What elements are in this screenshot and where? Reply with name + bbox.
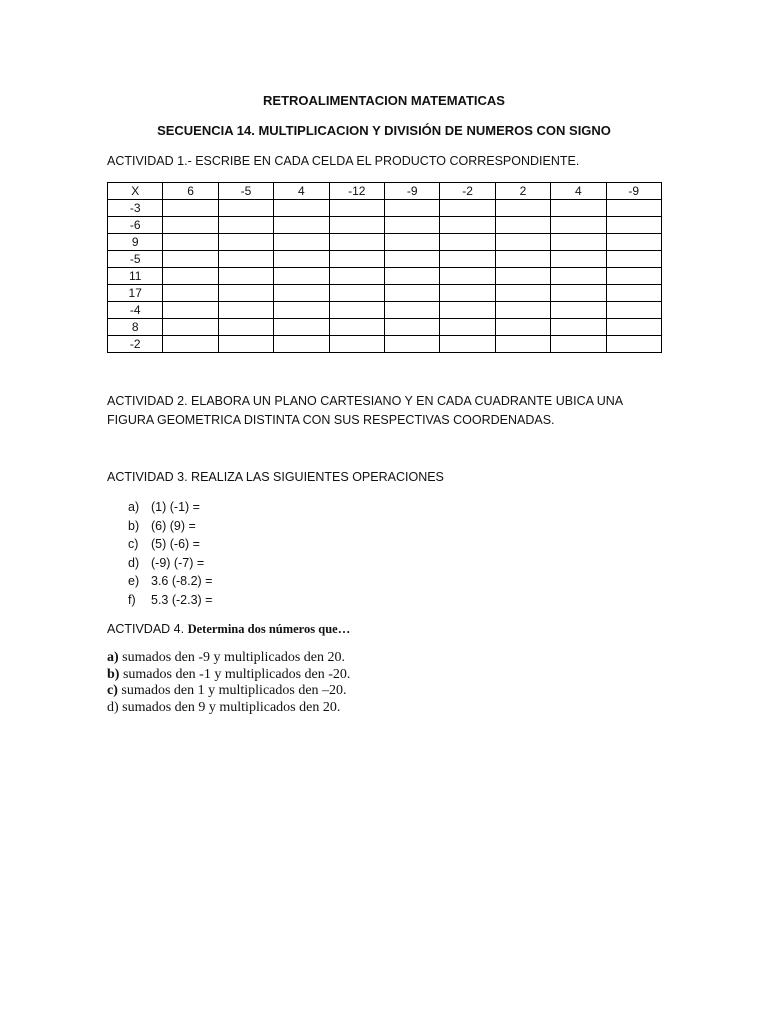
answer-cell[interactable] [385, 285, 440, 302]
operation-expression: (1) (-1) = [151, 500, 200, 514]
row-header-cell: 17 [108, 285, 163, 302]
answer-cell[interactable] [274, 302, 329, 319]
column-header-cell: -12 [329, 183, 384, 200]
answer-cell[interactable] [495, 200, 550, 217]
activity3-instruction: ACTIVIDAD 3. REALIZA LAS SIGUIENTES OPERACIONES [107, 470, 444, 484]
answer-cell[interactable] [495, 302, 550, 319]
answer-cell[interactable] [329, 302, 384, 319]
table-header-row [108, 183, 662, 200]
answer-cell[interactable] [440, 319, 495, 336]
answer-cell[interactable] [495, 217, 550, 234]
table-row [108, 302, 662, 319]
operation-letter: d) [128, 555, 140, 570]
answer-cell[interactable] [551, 319, 606, 336]
activity4-item [107, 650, 350, 667]
operation-letter: e) [128, 574, 140, 589]
operations-list [128, 498, 213, 610]
column-header-cell: 6 [163, 183, 218, 200]
answer-cell[interactable] [218, 268, 273, 285]
row-header-cell: 9 [108, 234, 163, 251]
table-row [108, 200, 662, 217]
answer-cell[interactable] [329, 200, 384, 217]
operation-letter: c) [128, 537, 139, 552]
operation-letter: b) [128, 518, 140, 533]
answer-cell[interactable] [218, 336, 273, 353]
answer-cell[interactable] [440, 268, 495, 285]
operation-item [128, 535, 213, 554]
answer-cell[interactable] [329, 268, 384, 285]
page-subtitle: SECUENCIA 14. MULTIPLICACION Y DIVISIÓN DE NUMEROS CON SIGNO [157, 123, 611, 138]
answer-cell[interactable] [218, 302, 273, 319]
row-header-cell: 8 [108, 319, 163, 336]
answer-cell[interactable] [163, 217, 218, 234]
activity4-items [107, 650, 350, 716]
table-row [108, 336, 662, 353]
row-header-cell: -4 [108, 302, 163, 319]
answer-cell[interactable] [163, 336, 218, 353]
answer-cell[interactable] [606, 251, 661, 268]
activity4-item-letter: c) [107, 683, 118, 698]
table-row [108, 251, 662, 268]
activity4-heading [107, 622, 350, 637]
answer-cell[interactable] [218, 217, 273, 234]
answer-cell[interactable] [274, 217, 329, 234]
activity2-text: ACTIVIDAD 2. ELABORA UN PLANO CARTESIANO Y EN CADA CUADRANTE UBICA UNA FIGURA GEOMETRICA DISTINTA CON SUS RESPECTIVAS COORDENADAS. [107, 394, 623, 427]
activity4-item [107, 667, 350, 684]
operation-item [128, 498, 213, 517]
answer-cell[interactable] [495, 268, 550, 285]
answer-cell[interactable] [606, 234, 661, 251]
answer-cell[interactable] [329, 285, 384, 302]
row-header-cell: -5 [108, 251, 163, 268]
answer-cell[interactable] [329, 319, 384, 336]
answer-cell[interactable] [329, 251, 384, 268]
column-header-cell: -9 [606, 183, 661, 200]
answer-cell[interactable] [495, 285, 550, 302]
activity4-item-letter: d) [107, 699, 119, 715]
row-header-cell: -2 [108, 336, 163, 353]
answer-cell[interactable] [163, 234, 218, 251]
answer-cell[interactable] [495, 336, 550, 353]
answer-cell[interactable] [551, 268, 606, 285]
answer-cell[interactable] [218, 234, 273, 251]
answer-cell[interactable] [606, 336, 661, 353]
operation-expression: (-9) (-7) = [151, 555, 205, 570]
answer-cell[interactable] [551, 302, 606, 319]
answer-cell[interactable] [551, 217, 606, 234]
answer-cell[interactable] [440, 200, 495, 217]
answer-cell[interactable] [218, 251, 273, 268]
answer-cell[interactable] [495, 319, 550, 336]
answer-cell[interactable] [440, 217, 495, 234]
row-header-cell: -3 [108, 200, 163, 217]
answer-cell[interactable] [551, 251, 606, 268]
column-header-cell: -2 [440, 183, 495, 200]
answer-cell[interactable] [163, 200, 218, 217]
answer-cell[interactable] [440, 234, 495, 251]
answer-cell[interactable] [385, 200, 440, 217]
answer-cell[interactable] [551, 234, 606, 251]
answer-cell[interactable] [329, 234, 384, 251]
column-header-cell: -5 [218, 183, 273, 200]
operation-expression: 5.3 (-2.3) = [151, 592, 213, 607]
operation-expression: (6) (9) = [151, 518, 196, 533]
operation-item [128, 591, 213, 610]
table-row [108, 234, 662, 251]
operation-item [128, 554, 213, 573]
operation-item [128, 572, 213, 591]
answer-cell[interactable] [606, 302, 661, 319]
table-corner-cell: X [108, 183, 163, 200]
answer-cell[interactable] [274, 268, 329, 285]
answer-cell[interactable] [440, 251, 495, 268]
answer-cell[interactable] [495, 234, 550, 251]
activity4-item-letter: b) [107, 666, 120, 682]
table-row [108, 285, 662, 302]
answer-cell[interactable] [440, 336, 495, 353]
activity4-item [107, 700, 350, 717]
answer-cell[interactable] [385, 302, 440, 319]
answer-cell[interactable] [163, 251, 218, 268]
activity4-item-text: sumados den 1 y multiplicados den –20. [117, 683, 347, 698]
answer-cell[interactable] [274, 285, 329, 302]
answer-cell[interactable] [329, 217, 384, 234]
activity4-item [107, 683, 350, 700]
page-title: RETROALIMENTACION MATEMATICAS [263, 93, 505, 108]
operation-letter: a) [128, 500, 140, 514]
answer-cell[interactable] [385, 234, 440, 251]
answer-cell[interactable] [551, 285, 606, 302]
activity4-item-letter: a) [107, 650, 119, 665]
column-header-cell: 2 [495, 183, 550, 200]
column-header-cell: -9 [385, 183, 440, 200]
table-row [108, 268, 662, 285]
activity4-item-text: sumados den -9 y multiplicados den 20. [118, 650, 345, 665]
answer-cell[interactable] [385, 319, 440, 336]
answer-cell[interactable] [329, 336, 384, 353]
answer-cell[interactable] [218, 285, 273, 302]
activity4-item-text: sumados den -1 y multiplicados den -20. [119, 666, 351, 682]
row-header-cell: -6 [108, 217, 163, 234]
answer-cell[interactable] [606, 285, 661, 302]
answer-cell[interactable] [440, 302, 495, 319]
column-header-cell: 4 [274, 183, 329, 200]
answer-cell[interactable] [385, 251, 440, 268]
answer-cell[interactable] [606, 268, 661, 285]
table-row [108, 217, 662, 234]
activity4-item-text: sumados den 9 y multiplicados den 20. [118, 699, 341, 715]
answer-cell[interactable] [551, 336, 606, 353]
answer-cell[interactable] [495, 251, 550, 268]
answer-cell[interactable] [606, 200, 661, 217]
answer-cell[interactable] [163, 319, 218, 336]
operation-item [128, 517, 213, 536]
multiplication-table [107, 182, 662, 353]
column-header-cell: 4 [551, 183, 606, 200]
answer-cell[interactable] [274, 200, 329, 217]
answer-cell[interactable] [218, 319, 273, 336]
operation-expression: (5) (-6) = [151, 537, 200, 552]
answer-cell[interactable] [606, 217, 661, 234]
answer-cell[interactable] [218, 200, 273, 217]
answer-cell[interactable] [385, 217, 440, 234]
answer-cell[interactable] [163, 268, 218, 285]
operation-expression: 3.6 (-8.2) = [151, 574, 213, 589]
answer-cell[interactable] [385, 268, 440, 285]
answer-cell[interactable] [163, 302, 218, 319]
answer-cell[interactable] [274, 319, 329, 336]
table-row [108, 319, 662, 336]
answer-cell[interactable] [163, 285, 218, 302]
answer-cell[interactable] [274, 251, 329, 268]
answer-cell[interactable] [606, 319, 661, 336]
answer-cell[interactable] [440, 285, 495, 302]
answer-cell[interactable] [274, 234, 329, 251]
activity4-title: Determina dos números que… [187, 622, 351, 636]
answer-cell[interactable] [385, 336, 440, 353]
operation-letter: f) [128, 592, 136, 607]
answer-cell[interactable] [274, 336, 329, 353]
row-header-cell: 11 [108, 268, 163, 285]
activity4-prefix: ACTIVDAD 4. [107, 622, 188, 636]
activity1-instruction: ACTIVIDAD 1.- ESCRIBE EN CADA CELDA EL PRODUCTO CORRESPONDIENTE. [107, 154, 580, 168]
answer-cell[interactable] [551, 200, 606, 217]
